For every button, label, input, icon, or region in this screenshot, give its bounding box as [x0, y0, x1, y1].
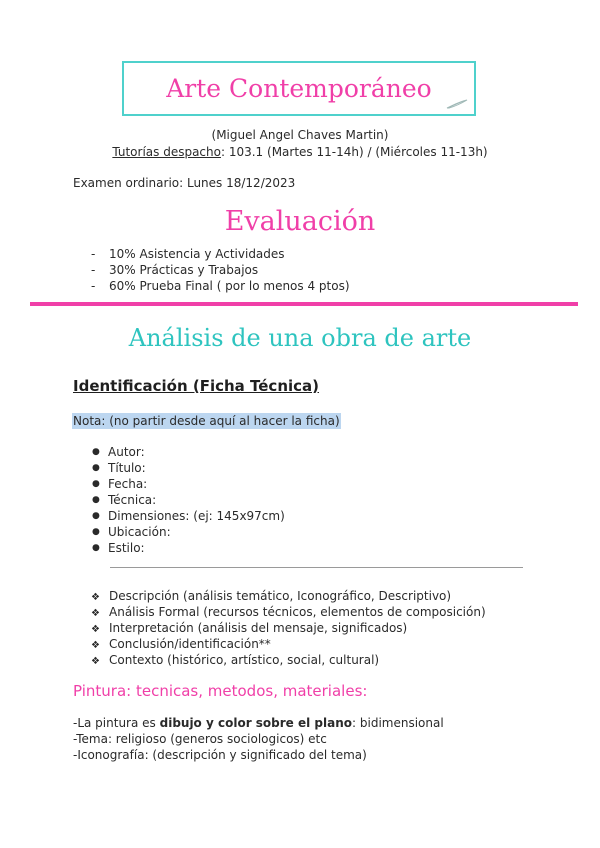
list-item	[91, 620, 486, 636]
exam-date: Examen ordinario: Lunes 18/12/2023	[73, 176, 296, 190]
list-item-text: 30% Prácticas y Trabajos	[109, 263, 259, 277]
list-item: - 60% Prueba Final ( por lo menos 4 ptos)	[91, 279, 350, 293]
list-item	[91, 652, 486, 668]
bullet-icon: ●	[92, 447, 100, 457]
list-item-text: Conclusión/identificación**	[109, 637, 271, 651]
thin-divider	[110, 567, 523, 568]
list-item-text: Análisis Formal (recursos técnicos, elementos de composición)	[109, 605, 486, 619]
list-item	[91, 604, 486, 620]
pintura-line-3: -Iconografía: (descripción y significado del tema)	[73, 748, 367, 762]
list-item-text: Título:	[108, 461, 146, 475]
diamond-bullet-icon: ❖	[91, 624, 100, 635]
list-item-text: Ubicación:	[108, 525, 171, 539]
tutorias-value: : 103.1 (Martes 11-14h) / (Miércoles 11-13h)	[220, 145, 488, 159]
identificacion-heading: Identificación (Ficha Técnica)	[73, 377, 320, 395]
list-item	[92, 476, 285, 492]
list-item-text: Fecha:	[108, 477, 148, 491]
bullet-icon: ●	[92, 543, 100, 553]
quill-icon	[446, 99, 468, 109]
tutorias-label: Tutorías despacho	[112, 145, 221, 159]
list-item	[92, 492, 285, 508]
diamond-bullet-icon: ❖	[91, 640, 100, 651]
pintura-line-1: -La pintura es dibujo y color sobre el plano: bidimensional	[73, 716, 444, 730]
evaluacion-list	[91, 246, 350, 294]
diamond-bullet-icon: ❖	[91, 608, 100, 619]
section-divider	[30, 302, 578, 306]
analisis-heading: Análisis de una obra de arte	[128, 324, 472, 352]
list-item-text: 10% Asistencia y Actividades	[109, 247, 285, 261]
author-line: (Miguel Angel Chaves Martin)	[211, 128, 389, 142]
page-title: Arte Contemporáneo	[166, 74, 432, 103]
list-item-text: Contexto (histórico, artístico, social, cultural)	[109, 653, 380, 667]
list-item-text: Interpretación (análisis del mensaje, significados)	[109, 621, 408, 635]
bullet-icon: ●	[92, 463, 100, 473]
pintura-paragraphs	[73, 715, 444, 763]
list-item-text: Técnica:	[108, 493, 157, 507]
list-item-text: Estilo:	[108, 541, 145, 555]
list-item	[92, 460, 285, 476]
list-item	[92, 524, 285, 540]
tutorias-line	[0, 145, 600, 159]
diamond-bullet-icon: ❖	[91, 656, 100, 667]
list-item-text: Dimensiones: (ej: 145x97cm)	[108, 509, 285, 523]
list-item	[91, 588, 486, 604]
bullet-icon: ●	[92, 479, 100, 489]
list-item	[91, 636, 486, 652]
list-item-text: Autor:	[108, 445, 145, 459]
diamond-bullet-icon: ❖	[91, 592, 100, 603]
list-item-text: 60% Prueba Final ( por lo menos 4 ptos)	[109, 279, 350, 293]
analysis-list	[91, 588, 486, 668]
nota-highlight: Nota: (no partir desde aquí al hacer la ficha)	[73, 414, 340, 428]
ficha-list	[92, 444, 285, 556]
bullet-icon: ●	[92, 527, 100, 537]
bullet-icon: ●	[92, 495, 100, 505]
pintura-line-2: -Tema: religioso (generos sociologicos) etc	[73, 732, 327, 746]
list-item	[92, 508, 285, 524]
list-item	[92, 444, 285, 460]
pintura-heading: Pintura: tecnicas, metodos, materiales:	[73, 682, 368, 700]
evaluacion-heading: Evaluación	[224, 206, 376, 237]
bullet-icon: ●	[92, 511, 100, 521]
list-item: - 30% Prácticas y Trabajos	[91, 263, 259, 277]
list-item	[92, 540, 285, 556]
title-box	[122, 61, 476, 116]
list-item: - 10% Asistencia y Actividades	[91, 247, 285, 261]
list-item-text: Descripción (análisis temático, Iconográfico, Descriptivo)	[109, 589, 452, 603]
